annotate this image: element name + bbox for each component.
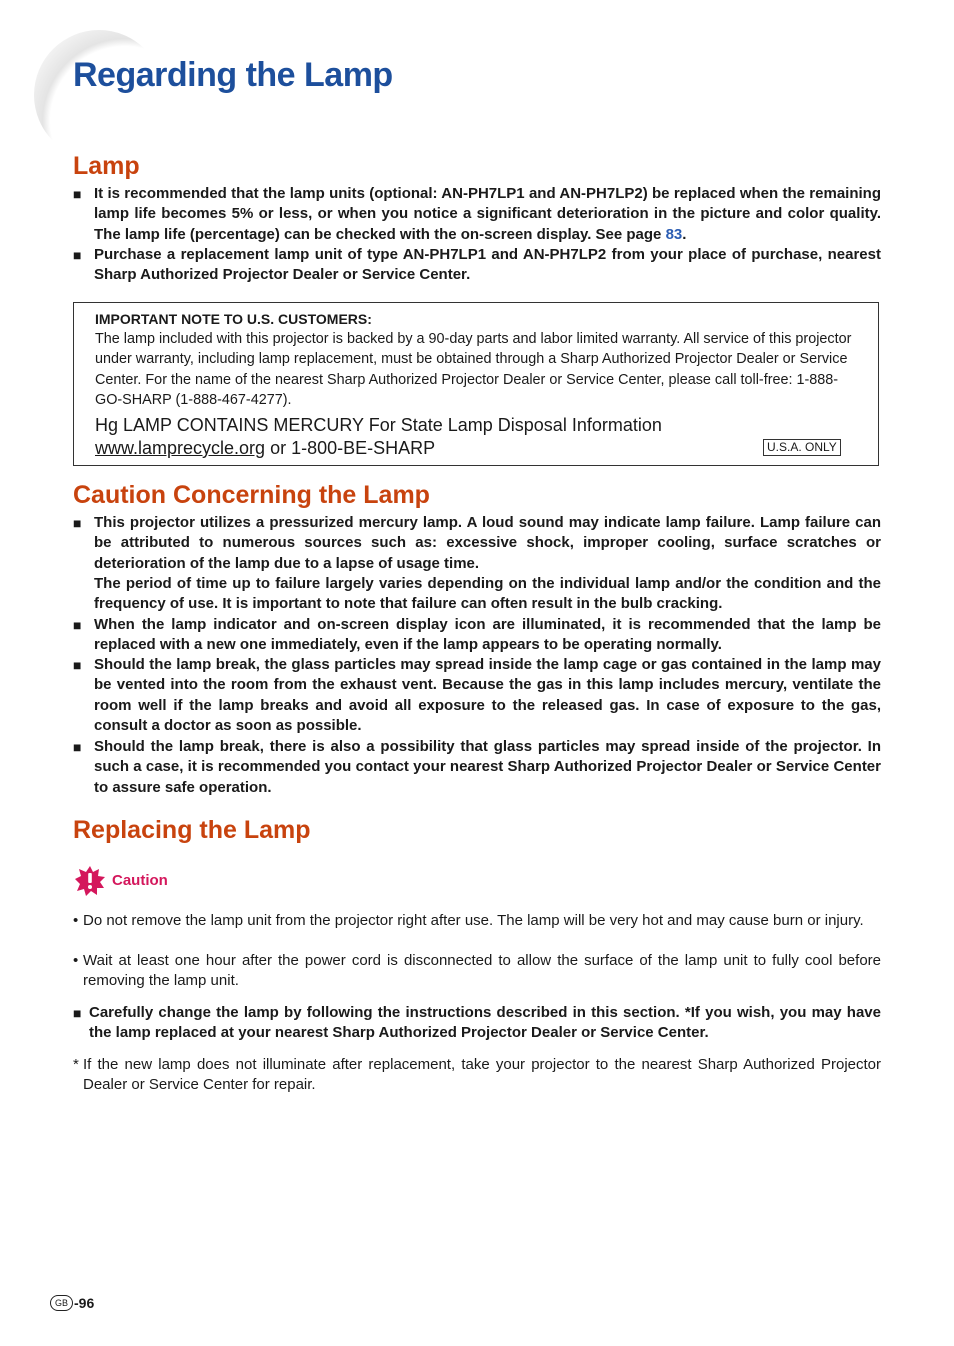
section-heading-replacing: Replacing the Lamp — [73, 816, 311, 844]
caution-bullet-1-continued: The period of time up to failure largely varies depending on the individual lamp and/or the condition and the frequency of use. It is important to note that failure can often result in the bulb cracking. — [94, 575, 881, 613]
lamprecycle-link[interactable]: www.lamprecycle.org — [95, 438, 266, 458]
lamp-bullet-2: ■ Purchase a replacement lamp unit of type AN-PH7LP1 and AN-PH7LP2 from your place of purchase, nearest Sharp Authorized Projector Dealer or Service Center. — [73, 246, 881, 284]
exclamation-burst-icon — [75, 866, 105, 896]
caution-bullet-3: ■ Should the lamp break, the glass particles may spread inside the lamp cage or gas contained in the lamp may be vented into the room from the exhaust vent. Because the gas in this lamp includes mercury, ventilate the room well if the lamp breaks and avoid all exposure to the released gas. In case of exposure to the gas, consult a doctor as soon as possible. — [73, 656, 881, 735]
caution-point-1: • Do not remove the lamp unit from the projector right after use. The lamp will be very hot and may cause burn or injury. — [73, 911, 881, 931]
gb-region-badge: GB — [50, 1295, 73, 1311]
square-bullet-icon: ■ — [73, 247, 82, 263]
square-bullet-icon: ■ — [73, 186, 82, 202]
section-heading-lamp: Lamp — [73, 152, 140, 180]
note-heading: IMPORTANT NOTE TO U.S. CUSTOMERS: — [95, 311, 372, 327]
note-body: The lamp included with this projector is backed by a 90-day parts and labor limited warranty. All service of this projector under warranty, including lamp replacement, must be obtained through a Sharp Authorized Projector Dealer or Service Center. For the name of the nearest Sharp Authorized Projector Dealer or Service Center, please call toll-free: 1-888-GO-SHARP (1-888-467-4277). — [95, 331, 852, 409]
page-footer — [50, 1295, 94, 1311]
square-bullet-icon: ■ — [73, 657, 82, 673]
important-note-box — [73, 302, 879, 466]
dot-bullet-icon: • — [73, 912, 79, 929]
caution-label: Caution — [112, 872, 168, 889]
caution-bullet-4: ■ Should the lamp break, there is also a possibility that glass particles may spread inside of the projector. In such a case, it is recommended you contact your nearest Sharp Authorized Projector Dealer or Service Center to assure safe operation. — [73, 738, 881, 796]
caution-point-2: • Wait at least one hour after the power cord is disconnected to allow the surface of the lamp unit to fully cool before removing the lamp unit. — [73, 952, 881, 990]
square-bullet-icon: ■ — [73, 739, 82, 755]
caution-bullet-2: ■ When the lamp indicator and on-screen display icon are illuminated, it is recommended that the lamp be replaced with a new one immediately, even if the lamp appears to be operating normally. — [73, 616, 881, 654]
page-link[interactable]: 83 — [665, 225, 683, 243]
square-bullet-icon: ■ — [73, 617, 82, 633]
asterisk-icon: * — [73, 1056, 79, 1073]
square-bullet-icon: ■ — [73, 1005, 82, 1021]
caution-bullet-1: ■ This projector utilizes a pressurized mercury lamp. A loud sound may indicate lamp failure. Lamp failure can be attributed to numerous sources such as: excessive shock, improper cooling, surface scratches or deterioration of the lamp due to a lapse of usage time. — [73, 514, 881, 572]
mercury-notice: Hg LAMP CONTAINS MERCURY For State Lamp Disposal Information www.lamprecycle.org or 1-800-BE-SHARP — [95, 415, 662, 458]
page-title: Regarding the Lamp — [73, 56, 393, 94]
replacement-instruction: ■ Carefully change the lamp by following the instructions described in this section. *If you wish, you may have the lamp replaced at your nearest Sharp Authorized Projector Dealer or Service Center. — [73, 1004, 881, 1042]
lamp-bullet-1: ■ It is recommended that the lamp units (optional: AN-PH7LP1 and AN-PH7LP2) be replaced when the remaining lamp life becomes 5% or less, or when you notice a significant deterioration in the picture and color quality. The lamp life (percentage) can be checked with the on-screen display. See page 83. — [73, 185, 881, 243]
page-number: -96 — [74, 1295, 95, 1311]
dot-bullet-icon: • — [73, 952, 79, 969]
usa-only-badge: U.S.A. ONLY — [763, 439, 841, 456]
square-bullet-icon: ■ — [73, 515, 82, 531]
footnote: * If the new lamp does not illuminate after replacement, take your projector to the nearest Sharp Authorized Projector Dealer or Service Center for repair. — [73, 1056, 881, 1094]
section-heading-caution: Caution Concerning the Lamp — [73, 481, 430, 509]
